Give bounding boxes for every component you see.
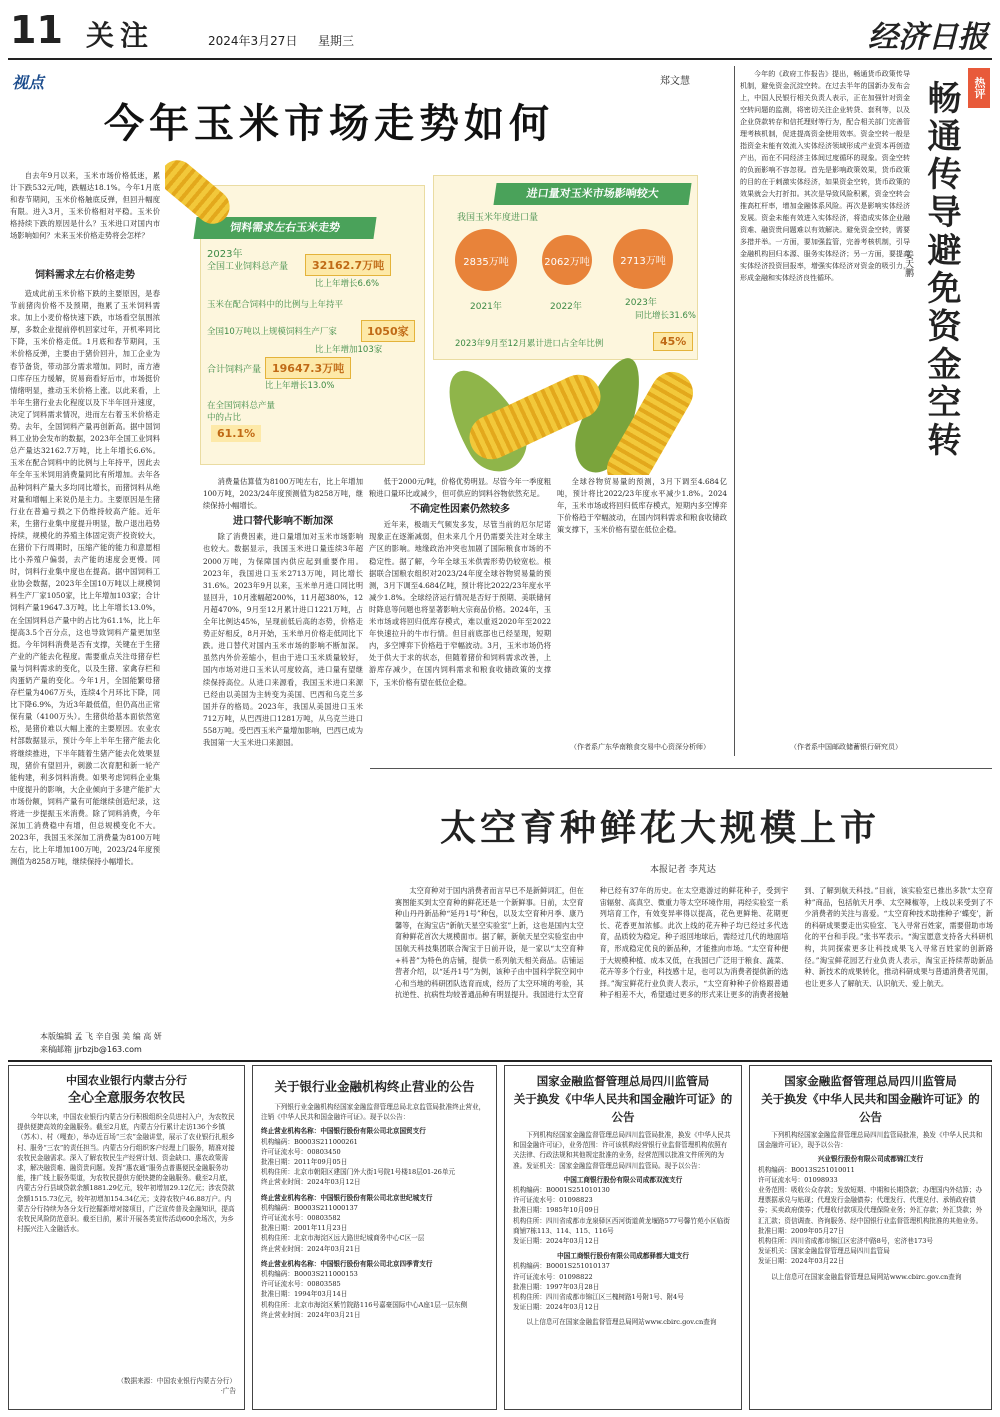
notice-end: 终止营业时间：2024年03月12日 [261, 1178, 361, 1187]
combined-output-change: 比上年增长13.0% [265, 381, 335, 391]
notice-items [261, 1126, 488, 1320]
notice-end: 终止营业时间：2024年03月21日 [261, 1244, 361, 1253]
notice-date: 批准日期：1997年03月28日 [513, 1282, 600, 1291]
ad-abc-inner-mongolia [8, 1065, 245, 1410]
feed-output-value: 32162.7万吨 [305, 254, 391, 276]
notice-addr: 机构住所：四川省成都市锦江区三槐树路1号附1号、附4号 [513, 1293, 684, 1302]
import-2021: 2835万吨 [455, 229, 517, 291]
notice-title: 国家金融监督管理总局四川监管局 关于换发《中华人民共和国金融许可证》的公告 [761, 1074, 980, 1124]
notice-name: 终止营业机构名称：中国银行股份有限公司北京四季青支行 [261, 1259, 433, 1268]
article-title: 今年玉米市场走势如何 [104, 101, 554, 147]
notice-sichuan-icbc [504, 1065, 742, 1410]
notice-code: 机构编码：B0003S211000153 [261, 1270, 358, 1279]
year-2023: 2023年 [625, 298, 657, 308]
notice-code: 机构编码：B0001S251010130 [513, 1186, 610, 1195]
import-2022: 2062万吨 [542, 235, 592, 285]
import-2023: 2713万吨 [613, 229, 673, 289]
notice-code: 机构编码：B0001S251010137 [513, 1262, 610, 1271]
year-label: 2023年 [207, 249, 243, 260]
notice-name: 兴业银行股份有限公司成都锦江支行 [817, 1155, 924, 1164]
editor-credits: 本版编辑 孟 飞 辛自强 美 编 高 妍 来稿邮箱 jjrbzjb@163.com [40, 1032, 162, 1054]
notice-title: 关于银行业金融机构终止营业的公告 [274, 1079, 475, 1094]
notice-title: 国家金融监督管理总局四川监管局 关于换发《中华人民共和国金融许可证》的公告 [513, 1074, 733, 1124]
notice-end: 终止营业时间：2024年03月21日 [261, 1310, 361, 1319]
large-mills-value: 1050家 [361, 320, 415, 342]
notice-end: 发证机关：国家金融监督管理总局四川监管局 发证日期：2024年03月22日 [758, 1247, 890, 1266]
byline: 郑文慧 [660, 76, 690, 87]
article2-body: 太空育种对于国内消费者而言早已不是新鲜词汇，但在赛图能买到太空育种的鲜花还是一个新鲜事。日前，太空育种山丹丹新品种“延丹1号”种包，以及太空育种月季、康乃馨等，在淘宝店“新航天星空实验室”上新，这也是国内太空育种鲜花首次大规模面市。据了解，新航天星空实验室由中国航天科技集团联合淘宝于日前开设，是一家以“太空育种+科普”为特色的店铺，提供一系列航天相关商品。店铺运营者介绍，以“延丹1号”为例，该种子由中国科学院空间中心和当地的科研团队选育而成，经历了太空环境的考验，其抗逆性、抗病性均较普通品种有明显提升。我国进行太空育种已经有37年的历史。在太空遨游过的鲜花种子，受到宇宙辐射、高真空、微重力等太空环境作用，再经实验室一系列培育工作，有效变异率得以提高，花色更鲜艳、花期更长、花香更加浓郁。此次上线的花卉种子均已经过多代选育，品质较为稳定。种子返回地球后，需经过几代的地面培育，形成稳定优良的新品种，才能推向市场。“太空育种便于大规模种植、成本又低，在我国已广泛用于粮食、蔬菜、花卉等多个行业，科技感十足，也可以为消费者提供新的选择。”淘宝鲜花行业负责人表示，“太空育种种子价格跟普通种子相差不大，希望通过更多的形式来让更多的消费者接触到、了解到航天科技。”目前，该实验室已推出多款“太空育种”商品，包括航天月季、太空辣椒等，上线以来受到了不少消费者的关注与喜爱。“太空育种技术助推种子‘蝶变’，新的科研成果要走出实验室、飞入寻常百姓家，需要借助市场化的平台和手段。”张书军表示。“淘宝愿意支持各大科研机构，共同探索更多让科技成果飞入寻常百姓家的创新路径。”淘宝鲜花园艺行业负责人表示，淘宝正持续帮助新品种、新技术的成果转化，推动科研成果与普通消费者见面，也让更多人了解航天、认识航天、爱上航天。 [395, 886, 993, 1000]
issue-date: 2024年3月27日 [208, 34, 298, 48]
share-value: 61.1% [211, 425, 261, 442]
notice-addr: 机构住所：北京市海淀区远大路世纪城商务中心C区一层 [261, 1234, 425, 1243]
notice-item [261, 1259, 488, 1320]
section-name: 关注 [86, 19, 155, 52]
infographic [165, 155, 730, 475]
editorial-byline: 姜天鹏 [903, 250, 913, 277]
editorial-title: 畅通传导避免资金空转 [921, 80, 961, 460]
author-note: （作者系广东华南粮食交易中心资深分析师） [570, 743, 710, 751]
subheading-3: 不确定性因素仍然较多 [410, 504, 510, 516]
notice-sichuan-cib [749, 1065, 992, 1410]
column-tag: 视点 [12, 73, 45, 92]
notice-code: 机构编码：B0003S211000261 [261, 1137, 358, 1146]
notice-name: 中国工商银行股份有限公司成都双流支行 [563, 1175, 683, 1184]
subheading-2: 进口替代影响不断加深 [233, 516, 333, 528]
ad-tag: ·广告 [220, 1387, 236, 1396]
article-body-col4: 全球谷物贸易量的预测，3月下调至4.684亿吨，预计将比2022/23年度水平减少1.8%。2024年，玉米市场或将回归低库存模式，短期内多空博弈下价格趋于窄幅波动，在国内饲料需求和粮食收储政策支撑下，玉米价格有望在低位企稳。 [557, 477, 727, 535]
notice-date: 批准日期：1985年10月09日 [513, 1206, 600, 1215]
notice-items [758, 1154, 983, 1266]
notice-lic: 许可证流水号：01098933 [758, 1175, 838, 1184]
corn-ratio-label: 玉米在配合饲料中的比例与上年持平 [207, 300, 344, 310]
notice-item [758, 1154, 983, 1266]
notice-addr: 批准日期：2009年05月27日 机构住所：四川省成都市锦江区宏济中路8号，宏济巷173号 [758, 1226, 934, 1246]
combined-output-value: 19647.3万吨 [265, 357, 351, 379]
notice-lic: 许可证流水号：00803585 [261, 1280, 341, 1289]
notice-end: 发证日期：2024年03月12日 [513, 1303, 600, 1312]
article-body-col2: 消费量估算值为8100万吨左右，比上年增加100万吨，2023/24年度预测值为8258万吨，继续保持小幅增长。 进口替代影响不断加深 除了消费因素，进口量增加对玉米市场影响也较大。数据显示，我国玉米进口量连续3年超2000万吨，为保障国内供应起到重要作用。2023年，我国进口玉米2713万吨，同比增长31.6%。2023年9月以来，玉米单月进口同比明显回升，10月涨幅超200%，11月超380%，12月超470%，9月至12月累计进口1221万吨，占全年比例达45%，呈现前低后高的态势，价格走势正好相反，8月开始，玉米单月价格走低同比下跌。进口替代对国内玉米市场的影响不断加深。虽然内外价差缩小，但由于进口玉米质量较好，国内市场对进口玉米认可度较高，进口量有望继续保持高位。从进口来源看，我国玉米进口来源已经由以美国为主转变为美国、巴西和乌克兰多国并存的格局。2023年，我国从美国进口玉米712万吨，从巴西进口1281万吨，从乌克兰进口558万吨。受巴西玉米产量增加影响，巴西已成为我国第一大玉米进口来源国。 [203, 477, 363, 747]
editorial-tag: 热评 [968, 68, 990, 108]
share-label: 在全国饲料总产量中的占比 [207, 401, 276, 423]
notice-addr: 机构住所：北京市朝阳区建国门外大街1号院1号楼18层01-26单元 [261, 1168, 456, 1177]
notice-items [513, 1175, 733, 1313]
notice-footer: 以上信息可在国家金融监督管理总局网站www.cbirc.gov.cn查询 [526, 1318, 717, 1327]
article2-title: 太空育种鲜花大规模上市 [440, 807, 881, 849]
article2-byline: 本报记者 李芃达 [650, 865, 716, 875]
notice-code: 机构编码：B0013S251010011 [758, 1165, 855, 1174]
import-change: 同比增长31.6% [635, 311, 697, 321]
left-panel-title: 饲料需求左右玉米走势 [193, 217, 376, 239]
notice-intro: 下列机构经国家金融监督管理总局四川监管局批准，换发《中华人民共和国金融许可证》，业务范围：许可该机构经营银行业监督管理机构依照有关法律、行政法规和其他规定批准的业务，经营范围以批准文件所列的为准。发证机关：国家金融监督管理总局四川监管局。现予以公告： [513, 1131, 731, 1170]
feed-output-change: 比上年增长6.6% [315, 279, 380, 289]
import-share-value: 45% [653, 332, 693, 351]
notice-name: 中国工商银行股份有限公司成都驿都大道支行 [557, 1252, 689, 1261]
notice-date: 业务范围：吸收公众存款；发放短期、中期和长期贷款；办理国内外结算；办理票据承兑与贴现；代理发行金融债券；代理发行、代理兑付、承销政府债券；买卖政府债券；代理收付款项及代理保险业务；外汇存款；外汇贷款；外汇汇款；资信调查、咨询服务、经中国银行业监督管理机构批准的其他业务。 [758, 1186, 983, 1225]
notice-item [513, 1251, 733, 1312]
notice-date: 批准日期：2001年11月23日 [261, 1224, 348, 1233]
editorial-note: （作者系中国邮政储蓄银行研究员） [790, 743, 902, 751]
large-mills-label: 全国10万吨以上规模饲料生产厂家 [207, 327, 337, 337]
notice-date: 批准日期：1994年03月14日 [261, 1290, 348, 1299]
notice-date: 批准日期：2011年09月05日 [261, 1158, 348, 1167]
ad-subtitle: 全心全意服务农牧民 [67, 1091, 185, 1106]
notice-name: 终止营业机构名称：中国银行股份有限公司北京国贸支行 [261, 1127, 426, 1136]
lead-paragraph: 自去年9月以来，玉米市场价格低迷，累计下跌532元/吨，跌幅达18.1%。今年1月底和春节期间，玉米价格触底反弹，但回升幅度有限。进入3月，玉米价格相对平稳。玉米价格持续下跌的原因是什么？玉米进口对国内市场影响如何？未来玉米价格走势将会怎样？ [10, 171, 160, 241]
notice-lic: 许可证流水号：01098822 [513, 1272, 593, 1281]
ad-source: （数据来源：中国农业银行内蒙古分行） [117, 1377, 236, 1385]
large-mills-change: 比上年增加103家 [315, 345, 383, 355]
notice-end: 发证日期：2024年03月12日 [513, 1237, 600, 1246]
notice-intro: 下列机构经国家金融监督管理总局四川监管局批准，换发《中华人民共和国金融许可证》，现予以公告： [758, 1131, 983, 1150]
notice-item [261, 1193, 488, 1254]
notice-lic: 许可证流水号：01098823 [513, 1196, 593, 1205]
notice-lic: 许可证流水号：00803582 [261, 1214, 341, 1223]
paper-logo: 经济日报 [868, 20, 988, 55]
year-2021: 2021年 [470, 302, 502, 312]
year-2022: 2022年 [550, 302, 582, 312]
import-label: 我国玉米年度进口量 [457, 213, 539, 223]
article-body-col1: 造成此前玉米价格下跌的主要原因，是春节前猪肉价格不及预期，拖累了玉米饲料需求。加上小麦价格快速下跌，市场看空氛围浓厚，多数企业提前停机回家过年，开机率同比下降，玉米价格走低。1月底和春节期间，玉米价格反弹，主要由于猪价回升，加工企业为春节备货，带动部分需求增加。同时，南方港口库存压力缓解，贸易商看好后市，市场挺价情绪明显，推动玉米价格上涨。以此来看，上半年生猪行业去化程度以及下半年回升速度，决定了饲料需求情况，进而左右着玉米价格走势。去年，全国饲料产量再创新高。据中国饲料工业协会发布的数据，2023年全国工业饲料总产量达32162.7万吨，比上年增长6.6%。玉米在配合饲料中的比例与上年持平，因此去年全年玉米饲用消费量同比有所增加。去年各品种饲料产量大多均同比增长，而猪饲料从绝对量和增幅上来说仍是主力。主要原因是生猪行业在普遍亏损之下仍维持较高产能。近年来，生猪行业集中度提升明显，散户退出趋势持续，规模化的养殖主体固定资产投资较大，在猪价下行周期时，压缩产能的能力和意愿相比小养殖户偏弱，去产能的速度会更慢。同时，饲料行业集中度也在提高。据中国饲料工业协会数据，2023年全国10万吨以上规模饲料生产厂家1050家，比上年增加103家；合计饲料产量19647.3万吨，比上年增长13.0%，在全国饲料总产量中的占比为61.1%，比上年提高3.5个百分点，这也导致饲料产量更加坚挺。今年饲料消费是否有支撑，关键在于生猪产业的产能去化程度。需要重点关注母猪存栏量与饲料需求的变化，以及生猪、家禽存栏和肉蛋奶产量的变化。今年1月，全国能繁母猪存栏量为4067万头，连续4个月环比下降，同比下降6.9%，为近3年最低值，但仍高出正常保有量（4100万头）。生猪供给基本面依然宽松，是猪价难以大幅上涨的主要原因。农业农村部数据显示，预计今年上半年生猪产能去化将继续推进，下半年随着生猪产能去化效果显现，猪价有望回升，刺激二次育肥和新一轮产能构建，利多饲料消费。如果考虑饲料企业集中度提升的影响，大企业倾向于多建产能扩大市场份额，饲料产量有可能继续创造纪录，这将进一步提振玉米消费。除了饲料消费，今年深加工消费稳中有增，但总规模变化不大。2023年，我国玉米深加工消费量为8100万吨左右，比上年增加100万吨，2023/24年度预测值为8258万吨，继续保持小幅增长。 [10, 289, 160, 867]
article-body-col3: 低于2000元/吨，价格优势明显。尽管今年一季度粗粮进口量环比或减少，但可供应的饲料谷物依然充足。 不确定性因素仍然较多 近年来，极端天气频发多发，尽管当前的厄尔尼诺现象正在逐渐减弱，但未来几个月仍需要关注对全球主产区的影响。地缘政治冲突也加剧了国际粮食市场的不稳定性。据了解，今年全球玉米供需形势仍较宽松。根据联合国粮农组织对2023/24年度全球谷物贸易量的预测，3月下调至4.684亿吨，预计将比2022/23年度水平减少1.8%。全球经济运行情况是否好于预期、美联储何时降息等问题也将显著影响大宗商品价格。2024年，玉米市场或将回归低库存模式，难以重返2020年至2022年快速拉升的牛市行情。但目前底部也已经显现，短期内，多空博弈下价格趋于窄幅波动。3月，玉米市场仍将处于供大于求的状态，但随着猪价和饲料需求改善，上游库存减少，在国内饲料需求和粮食收储政策的支撑下，玉米价格有望在低位企稳。 [369, 477, 551, 687]
issue-weekday: 星期三 [318, 34, 355, 48]
ad-body: 今年以来，中国农业银行内蒙古分行积极组织全员进村入户，为农牧民提供便捷高效的金融服务。截至2月底，内蒙古分行累计走访136个乡镇（苏木）、村（嘎查），举办近百场“三农”金融讲堂，展示了农业银行扎根乡村、服务“三农”的责任担当。内蒙古分行组织客户经理上门服务，精准对接农牧民金融需求。深入了解农牧民生产经营计划、资金缺口、惠农政策需求，解决融资难、融资贵问题。发挥“惠农通”服务点普惠便民金融服务功能，推广线上服务渠道，为农牧民提供方便快捷的金融服务。截至2月底，内蒙古分行县域贷款余额1881.29亿元，较年初增加29.12亿元；涉农贷款余额1515.73亿元，较年初增加154.34亿元；支持农牧户46.88万户。内蒙古分行持续为各分支行挖掘新增对接项目，广泛宣传普及金融知识，提高农牧民风险防范意识。截至目前，累计开展各类宣传活动600余场次，为乡村振兴注入金融活水。 [17, 1113, 235, 1234]
notice-item [513, 1175, 733, 1246]
editorial-body: 今年的《政府工作报告》提出，畅通货币政策传导机制，避免资金沉淀空转。在过去半年的国新办发布会上，中国人民银行相关负责人表示，正在加强针对资金空转问题的监测，将密切关注企业转贷、套利等，以及企业贷款转存和信托理财等行为，配合相关部门完善管理考核机制，促进提高资金使用效率。资金空转一般是指资金未能有效流入实体经济领域形成产业资本再创造产出，而在不同经济主体间过度循环的现象。资金空转的负面影响不容忽视。首先是影响政策效果，货币政策的目的在于刺激实体经济，如果资金空转，货币政策的效果就会大打折扣。其次是导致风险积累，资金空转会推高杠杆率，增加金融体系风险。再次是影响实体经济发展。资金未能有效进入实体经济，将造成实体企业融资难、融资贵问题难以有效解决。避免资金空转，需要多措并举。一方面，要加强监管，完善考核机制，引导金融机构回归本源、服务实体经济；另一方面，要提高实体经济投资回报率，增强实体经济对资金的吸引力，形成金融和实体经济良性循环。 [740, 70, 910, 282]
feed-output-label: 全国工业饲料总产量 [207, 262, 289, 272]
notice-beijing-closure [252, 1065, 497, 1410]
subheading-1: 饲料需求左右价格走势 [35, 270, 135, 281]
notice-code: 机构编码：B0003S211000137 [261, 1203, 358, 1212]
page-number: 11 [10, 8, 63, 52]
notice-addr: 机构住所：四川省成都市龙泉驿区西河街道黄龙堰路577号馨竹苑小区临街商铺7栋113、114、115、116号 [513, 1216, 730, 1235]
masthead [8, 8, 992, 60]
import-share-label: 2023年9月至12月累计进口占全年比例 [455, 339, 604, 349]
notice-addr: 机构住所：北京市海淀区紫竹院路116号嘉豪国际中心A座1层一层东侧 [261, 1300, 468, 1309]
notice-footer: 以上信息可在国家金融监督管理总局网站www.cbirc.gov.cn查询 [771, 1272, 962, 1281]
notice-item [261, 1126, 488, 1187]
combined-output-label: 合计饲料产量 [207, 365, 262, 375]
notice-intro: 下列银行业金融机构经国家金融监督管理总局北京监管局批准终止营业，注销《中华人民共和国金融许可证》。现予以公告： [261, 1103, 486, 1122]
right-panel-title: 进口量对玉米市场影响较大 [493, 183, 691, 205]
notice-lic: 许可证流水号：00803450 [261, 1147, 341, 1156]
notice-name: 终止营业机构名称：中国银行股份有限公司北京世纪城支行 [261, 1193, 433, 1202]
ad-title: 中国农业银行内蒙古分行 [66, 1074, 187, 1087]
